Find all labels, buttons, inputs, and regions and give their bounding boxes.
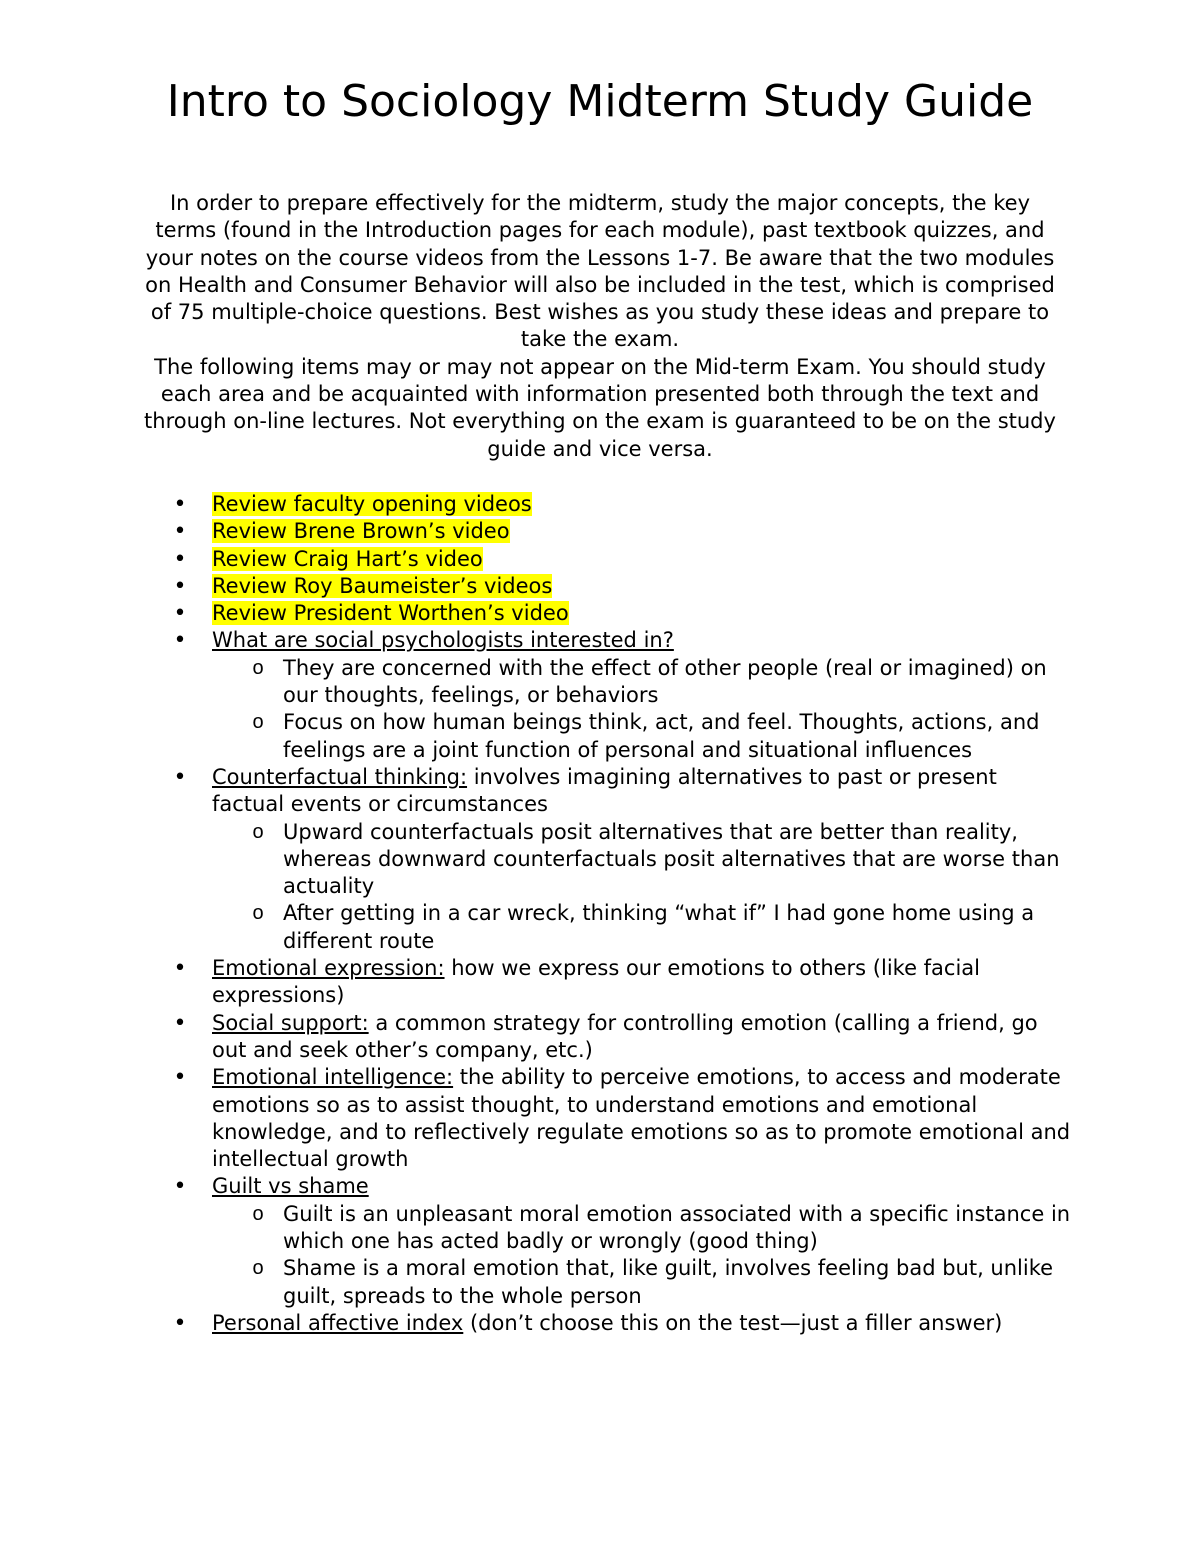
highlighted-text: Review faculty opening videos bbox=[212, 492, 532, 516]
term-definition: a common strategy for controlling emotion (calling a friend, go out and seek other’s company, etc.) bbox=[212, 1010, 1038, 1062]
sub-list-item bbox=[212, 819, 1072, 901]
key-term: Emotional expression: bbox=[212, 956, 445, 981]
sub-item-text: After getting in a car wreck, thinking “what if” I had gone home using a different route bbox=[283, 901, 1035, 953]
list-item bbox=[172, 764, 1072, 955]
key-term: Social support: bbox=[212, 1010, 369, 1035]
item-text bbox=[212, 1010, 1072, 1065]
item-text bbox=[212, 491, 1072, 518]
list-item bbox=[172, 1010, 1072, 1065]
item-text bbox=[212, 573, 1072, 600]
bullet-icon: • bbox=[173, 546, 187, 572]
bullet-icon: • bbox=[173, 764, 187, 790]
item-text bbox=[212, 955, 1072, 1010]
term-definition: the ability to perceive emotions, to access and moderate emotions so as to assist thought, to understand emotions and emotional knowledge, and to reflectively regulate emotions so as to promote emotional and intellectual growth bbox=[212, 1065, 1071, 1172]
sub-list-item bbox=[212, 709, 1072, 764]
highlighted-text: Review Roy Baumeister’s videos bbox=[212, 573, 553, 598]
sub-list bbox=[212, 655, 1072, 764]
study-guide-list bbox=[172, 491, 1072, 1337]
sub-list-item bbox=[212, 655, 1072, 710]
bullet-icon: • bbox=[173, 1010, 187, 1036]
circle-bullet-icon: o bbox=[252, 1202, 264, 1225]
bullet-icon: • bbox=[173, 956, 187, 982]
key-term: Emotional intelligence: bbox=[212, 1065, 454, 1090]
circle-bullet-icon: o bbox=[252, 902, 264, 925]
bullet-icon: • bbox=[173, 1310, 187, 1336]
document-title: Intro to Sociology Midterm Study Guide bbox=[166, 76, 1034, 127]
sub-list-item bbox=[212, 1255, 1072, 1310]
highlighted-text: Review Craig Hart’s video bbox=[212, 546, 483, 571]
circle-bullet-icon: o bbox=[252, 1257, 264, 1280]
list-item bbox=[172, 1064, 1072, 1173]
item-text bbox=[212, 1173, 1072, 1200]
sub-item-text: Focus on how human beings think, act, and feel. Thoughts, actions, and feelings are a joint function of personal and situational influences bbox=[283, 710, 1040, 762]
sub-list bbox=[212, 819, 1072, 955]
list-item bbox=[172, 573, 1072, 600]
sub-item-text: Shame is a moral emotion that, like guilt, involves feeling bad but, unlike guilt, spreads to the whole person bbox=[283, 1256, 1054, 1308]
item-text bbox=[212, 627, 1072, 654]
list-item bbox=[172, 627, 1072, 763]
bullet-icon: • bbox=[173, 519, 187, 545]
sub-item-text: They are concerned with the effect of other people (real or imagined) on our thoughts, feelings, or behaviors bbox=[283, 655, 1047, 708]
term-definition: how we express our emotions to others (like facial expressions) bbox=[212, 956, 981, 1008]
sub-list bbox=[212, 1201, 1072, 1310]
list-item bbox=[172, 600, 1072, 627]
sub-list-item bbox=[212, 900, 1072, 955]
bullet-icon: • bbox=[173, 601, 187, 627]
bullet-icon: • bbox=[173, 1174, 187, 1200]
intro-paragraph: The following items may or may not appear on the Mid-term Exam. You should study each area and be acquainted with information presented both through the text and through on-line lectures. Not everything on the exam is guaranteed to be on the study guide and vice versa. bbox=[144, 354, 1056, 461]
key-term: Personal affective index bbox=[212, 1310, 464, 1335]
list-item bbox=[172, 1310, 1072, 1337]
term-definition: (don’t choose this on the test—just a filler answer) bbox=[463, 1310, 1003, 1335]
key-term: Counterfactual thinking: bbox=[212, 764, 468, 789]
item-text bbox=[212, 600, 1072, 627]
item-text bbox=[212, 518, 1072, 545]
circle-bullet-icon: o bbox=[252, 711, 264, 734]
circle-bullet-icon: o bbox=[252, 820, 264, 843]
highlighted-text: Review President Worthen’s video bbox=[212, 601, 569, 626]
sub-item-text: Guilt is an unpleasant moral emotion associated with a specific instance in which one has acted badly or wrongly (good thing) bbox=[283, 1201, 1071, 1254]
key-term: What are social psychologists interested in? bbox=[212, 628, 674, 653]
key-term: Guilt vs shame bbox=[212, 1174, 369, 1199]
item-text bbox=[212, 764, 1072, 819]
list-item bbox=[172, 1173, 1072, 1309]
list-item bbox=[172, 491, 1072, 518]
item-text bbox=[212, 1310, 1072, 1337]
bullet-icon: • bbox=[173, 628, 187, 654]
item-text bbox=[212, 1064, 1072, 1173]
list-item bbox=[172, 955, 1072, 1010]
bullet-icon: • bbox=[173, 492, 187, 517]
highlighted-text: Review Brene Brown’s video bbox=[212, 519, 510, 544]
bullet-icon: • bbox=[173, 573, 187, 599]
sub-list-item bbox=[212, 1201, 1072, 1256]
bullet-icon: • bbox=[173, 1065, 187, 1091]
list-item bbox=[172, 546, 1072, 573]
intro-paragraph: In order to prepare effectively for the midterm, study the major concepts, the key terms (found in the Introduction pages for each module), past textbook quizzes, and your notes on the course videos from the Lessons 1-7. Be aware that the two modules on Health and Consumer Behavior will also be included in the test, which is comprised of 75 multiple-choice questions. Best wishes as you study these ideas and prepare to take the exam. bbox=[145, 191, 1055, 352]
circle-bullet-icon: o bbox=[252, 656, 264, 679]
list-item bbox=[172, 518, 1072, 545]
intro-text bbox=[140, 190, 1060, 463]
sub-item-text: Upward counterfactuals posit alternatives that are better than reality, whereas downward counterfactuals posit alternatives that are worse than actuality bbox=[283, 819, 1060, 899]
term-definition: involves imagining alternatives to past or present factual events or circumstances bbox=[212, 764, 997, 817]
item-text bbox=[212, 546, 1072, 573]
